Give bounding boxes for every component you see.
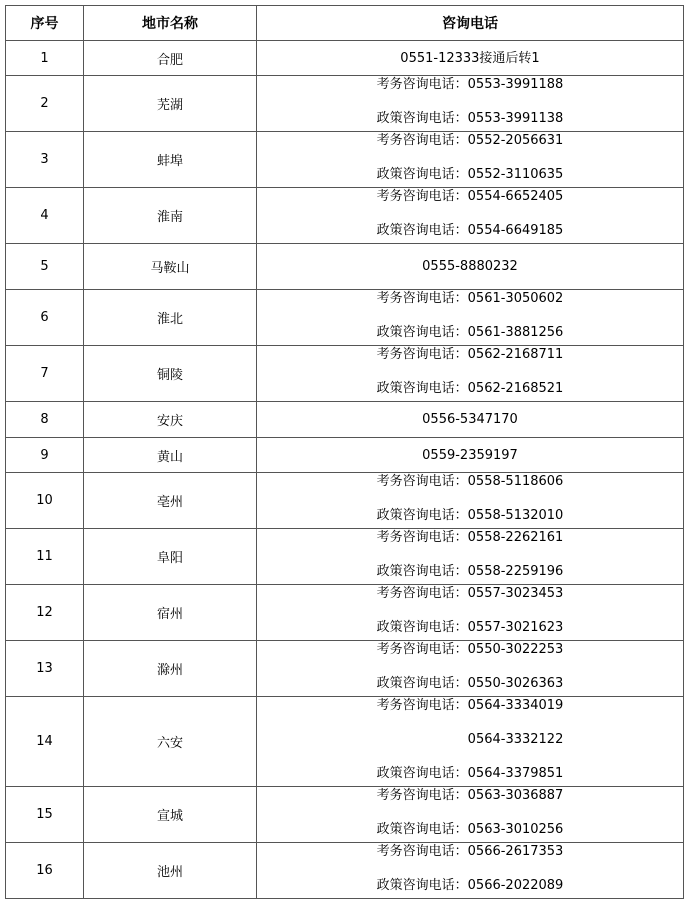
phone-line: 政策咨询电话：0552-3110635 (376, 167, 564, 182)
table-row (6, 76, 684, 132)
phone-line: 政策咨询电话：0558-5132010 (376, 508, 564, 523)
phone-line: 政策咨询电话：0562-2168521 (376, 381, 564, 396)
city-name: 池州 (84, 843, 257, 899)
city-name: 亳州 (84, 473, 257, 529)
city-name: 阜阳 (84, 529, 257, 585)
city-name: 芜湖 (84, 76, 257, 132)
phone-line: 政策咨询电话：0564-3379851 (376, 766, 564, 781)
phone-cell (257, 473, 684, 529)
city-name: 安庆 (84, 402, 257, 438)
row-number: 10 (6, 473, 84, 529)
contact-table (5, 5, 684, 899)
phone-line: 政策咨询电话：0561-3881256 (376, 325, 564, 340)
city-name: 铜陵 (84, 346, 257, 402)
phone-cell (257, 787, 684, 843)
table-row (6, 787, 684, 843)
table-row (6, 244, 684, 290)
phone-cell (257, 244, 684, 290)
city-name: 六安 (84, 697, 257, 787)
row-number: 7 (6, 346, 84, 402)
phone-line: 政策咨询电话：0566-2022089 (376, 878, 564, 893)
phone-line: 考务咨询电话：0550-3022253 (376, 642, 564, 657)
phone-cell (257, 438, 684, 473)
city-name: 宣城 (84, 787, 257, 843)
phone-line: 政策咨询电话：0558-2259196 (376, 564, 564, 579)
phone-line: 考务咨询电话：0558-5118606 (376, 474, 564, 489)
phone-cell (257, 290, 684, 346)
table-row (6, 585, 684, 641)
phone-line: 0551-12333接通后转1 (400, 50, 540, 66)
city-name: 淮北 (84, 290, 257, 346)
phone-line: 0559-2359197 (422, 447, 518, 463)
row-number: 6 (6, 290, 84, 346)
phone-line: 考务咨询电话：0557-3023453 (376, 586, 564, 601)
city-name: 蚌埠 (84, 132, 257, 188)
phone-line: 0564-3332122 (467, 732, 564, 747)
phone-cell (257, 346, 684, 402)
row-number: 15 (6, 787, 84, 843)
table-row (6, 132, 684, 188)
phone-line: 政策咨询电话：0554-6649185 (376, 223, 564, 238)
row-number: 14 (6, 697, 84, 787)
phone-line: 考务咨询电话：0563-3036887 (376, 788, 564, 803)
city-name: 黄山 (84, 438, 257, 473)
phone-cell (257, 843, 684, 899)
phone-cell (257, 529, 684, 585)
table-row (6, 843, 684, 899)
table-row (6, 529, 684, 585)
phone-line: 0555-8880232 (422, 259, 518, 274)
phone-cell (257, 585, 684, 641)
table-row (6, 473, 684, 529)
city-name: 马鞍山 (84, 244, 257, 290)
city-name: 合肥 (84, 41, 257, 76)
row-number: 16 (6, 843, 84, 899)
phone-line: 考务咨询电话：0558-2262161 (376, 530, 564, 545)
city-name: 宿州 (84, 585, 257, 641)
city-name: 滁州 (84, 641, 257, 697)
table-row (6, 188, 684, 244)
phone-line: 考务咨询电话：0561-3050602 (376, 291, 564, 306)
phone-cell (257, 41, 684, 76)
phone-line: 考务咨询电话：0554-6652405 (376, 189, 564, 204)
phone-cell (257, 76, 684, 132)
phone-line: 政策咨询电话：0550-3026363 (376, 676, 564, 691)
row-number: 8 (6, 402, 84, 438)
phone-line: 0556-5347170 (422, 412, 518, 427)
phone-line: 考务咨询电话：0553-3991188 (376, 77, 564, 92)
phone-line: 政策咨询电话：0553-3991138 (376, 111, 564, 126)
phone-line: 考务咨询电话：0562-2168711 (376, 347, 564, 362)
city-name: 淮南 (84, 188, 257, 244)
row-number: 4 (6, 188, 84, 244)
row-number: 13 (6, 641, 84, 697)
phone-cell (257, 132, 684, 188)
table-row (6, 641, 684, 697)
table-row (6, 402, 684, 438)
header-row (6, 6, 684, 41)
phone-cell (257, 641, 684, 697)
header-city: 地市名称 (84, 6, 257, 41)
phone-line: 政策咨询电话：0563-3010256 (376, 822, 564, 837)
phone-cell (257, 402, 684, 438)
row-number: 3 (6, 132, 84, 188)
table-row (6, 697, 684, 787)
table-row (6, 346, 684, 402)
phone-line: 考务咨询电话：0566-2617353 (376, 844, 564, 859)
phone-line: 考务咨询电话：0552-2056631 (376, 133, 564, 148)
row-number: 11 (6, 529, 84, 585)
phone-cell (257, 697, 684, 787)
table-row (6, 290, 684, 346)
row-number: 5 (6, 244, 84, 290)
row-number: 9 (6, 438, 84, 473)
table-row (6, 41, 684, 76)
phone-line: 考务咨询电话：0564-3334019 (376, 698, 564, 713)
header-phone: 咨询电话 (257, 6, 684, 41)
row-number: 1 (6, 41, 84, 76)
row-number: 2 (6, 76, 84, 132)
header-no: 序号 (6, 6, 84, 41)
phone-cell (257, 188, 684, 244)
table-row (6, 438, 684, 473)
phone-line: 政策咨询电话：0557-3021623 (376, 620, 564, 635)
row-number: 12 (6, 585, 84, 641)
